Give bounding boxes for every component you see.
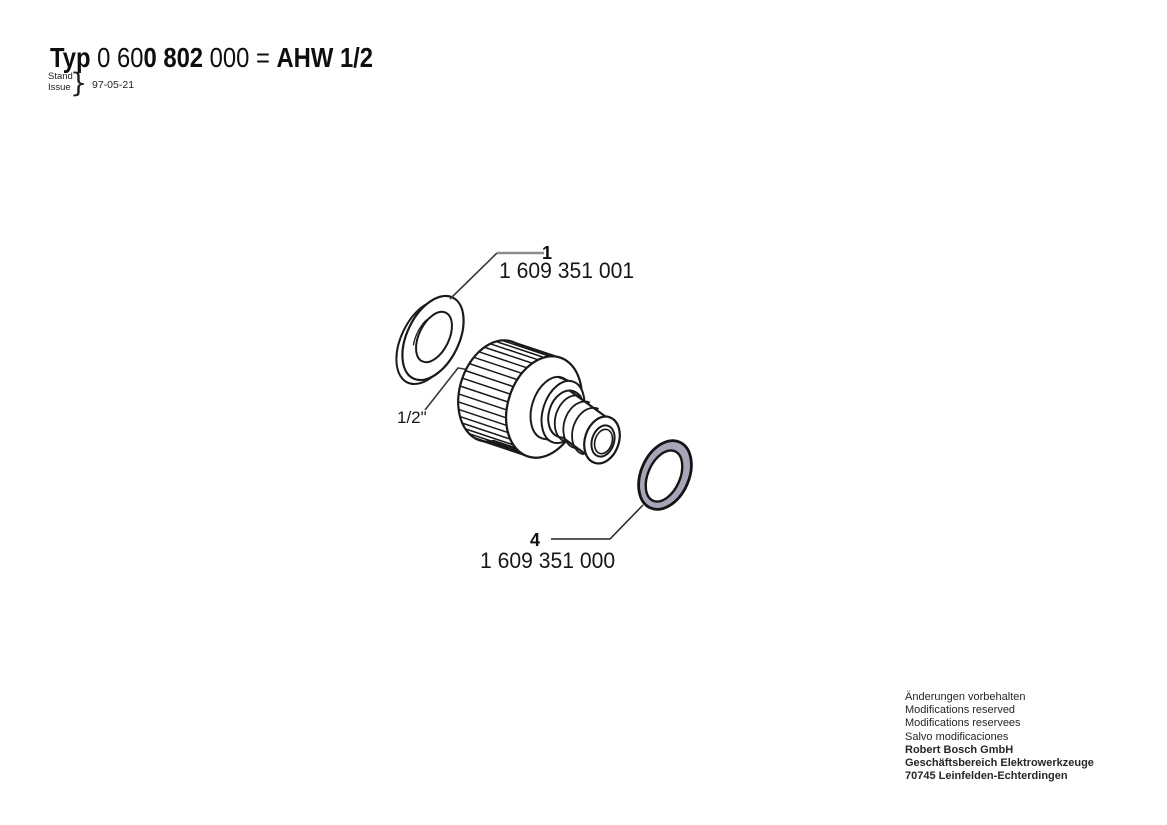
- title-num-light1: 0 60: [97, 42, 144, 73]
- oring-part-illustration: [628, 432, 701, 517]
- footer-line: Salvo modificaciones: [905, 730, 1009, 743]
- hose-adapter-illustration: [458, 340, 625, 468]
- issue-date: 97-05-21: [92, 79, 135, 91]
- callout-4: 4: [530, 530, 541, 550]
- type-number-title: [50, 42, 373, 106]
- footer-line: Robert Bosch GmbH: [905, 743, 1014, 756]
- footer-line: Modifications reserved: [905, 704, 1016, 717]
- title-typ: Typ: [50, 42, 98, 73]
- dimension-label-half-inch: 1/2": [397, 408, 427, 427]
- callout-1: 1: [542, 243, 553, 263]
- footer-line: Modifications reservees: [905, 717, 1021, 730]
- issue-brace: }: [70, 68, 88, 99]
- issue-label-de: Stand: [48, 71, 73, 82]
- title-num-light2: 000 =: [203, 42, 277, 73]
- title-model: AHW 1/2: [276, 42, 374, 73]
- footer-line: Geschäftsbereich Elektrowerkzeuge: [905, 757, 1094, 770]
- part-number-1: 1 609 351 001: [499, 258, 635, 283]
- title-num-bold: 0 802: [143, 42, 204, 73]
- footer-line: 70745 Leinfelden-Echterdingen: [905, 770, 1068, 783]
- part-number-4: 1 609 351 000: [480, 548, 616, 573]
- footer-line: Änderungen vorbehalten: [905, 691, 1026, 703]
- issue-label-en: Issue: [48, 82, 71, 93]
- callout-4-leader: [551, 505, 643, 539]
- legal-footer: [905, 691, 1094, 783]
